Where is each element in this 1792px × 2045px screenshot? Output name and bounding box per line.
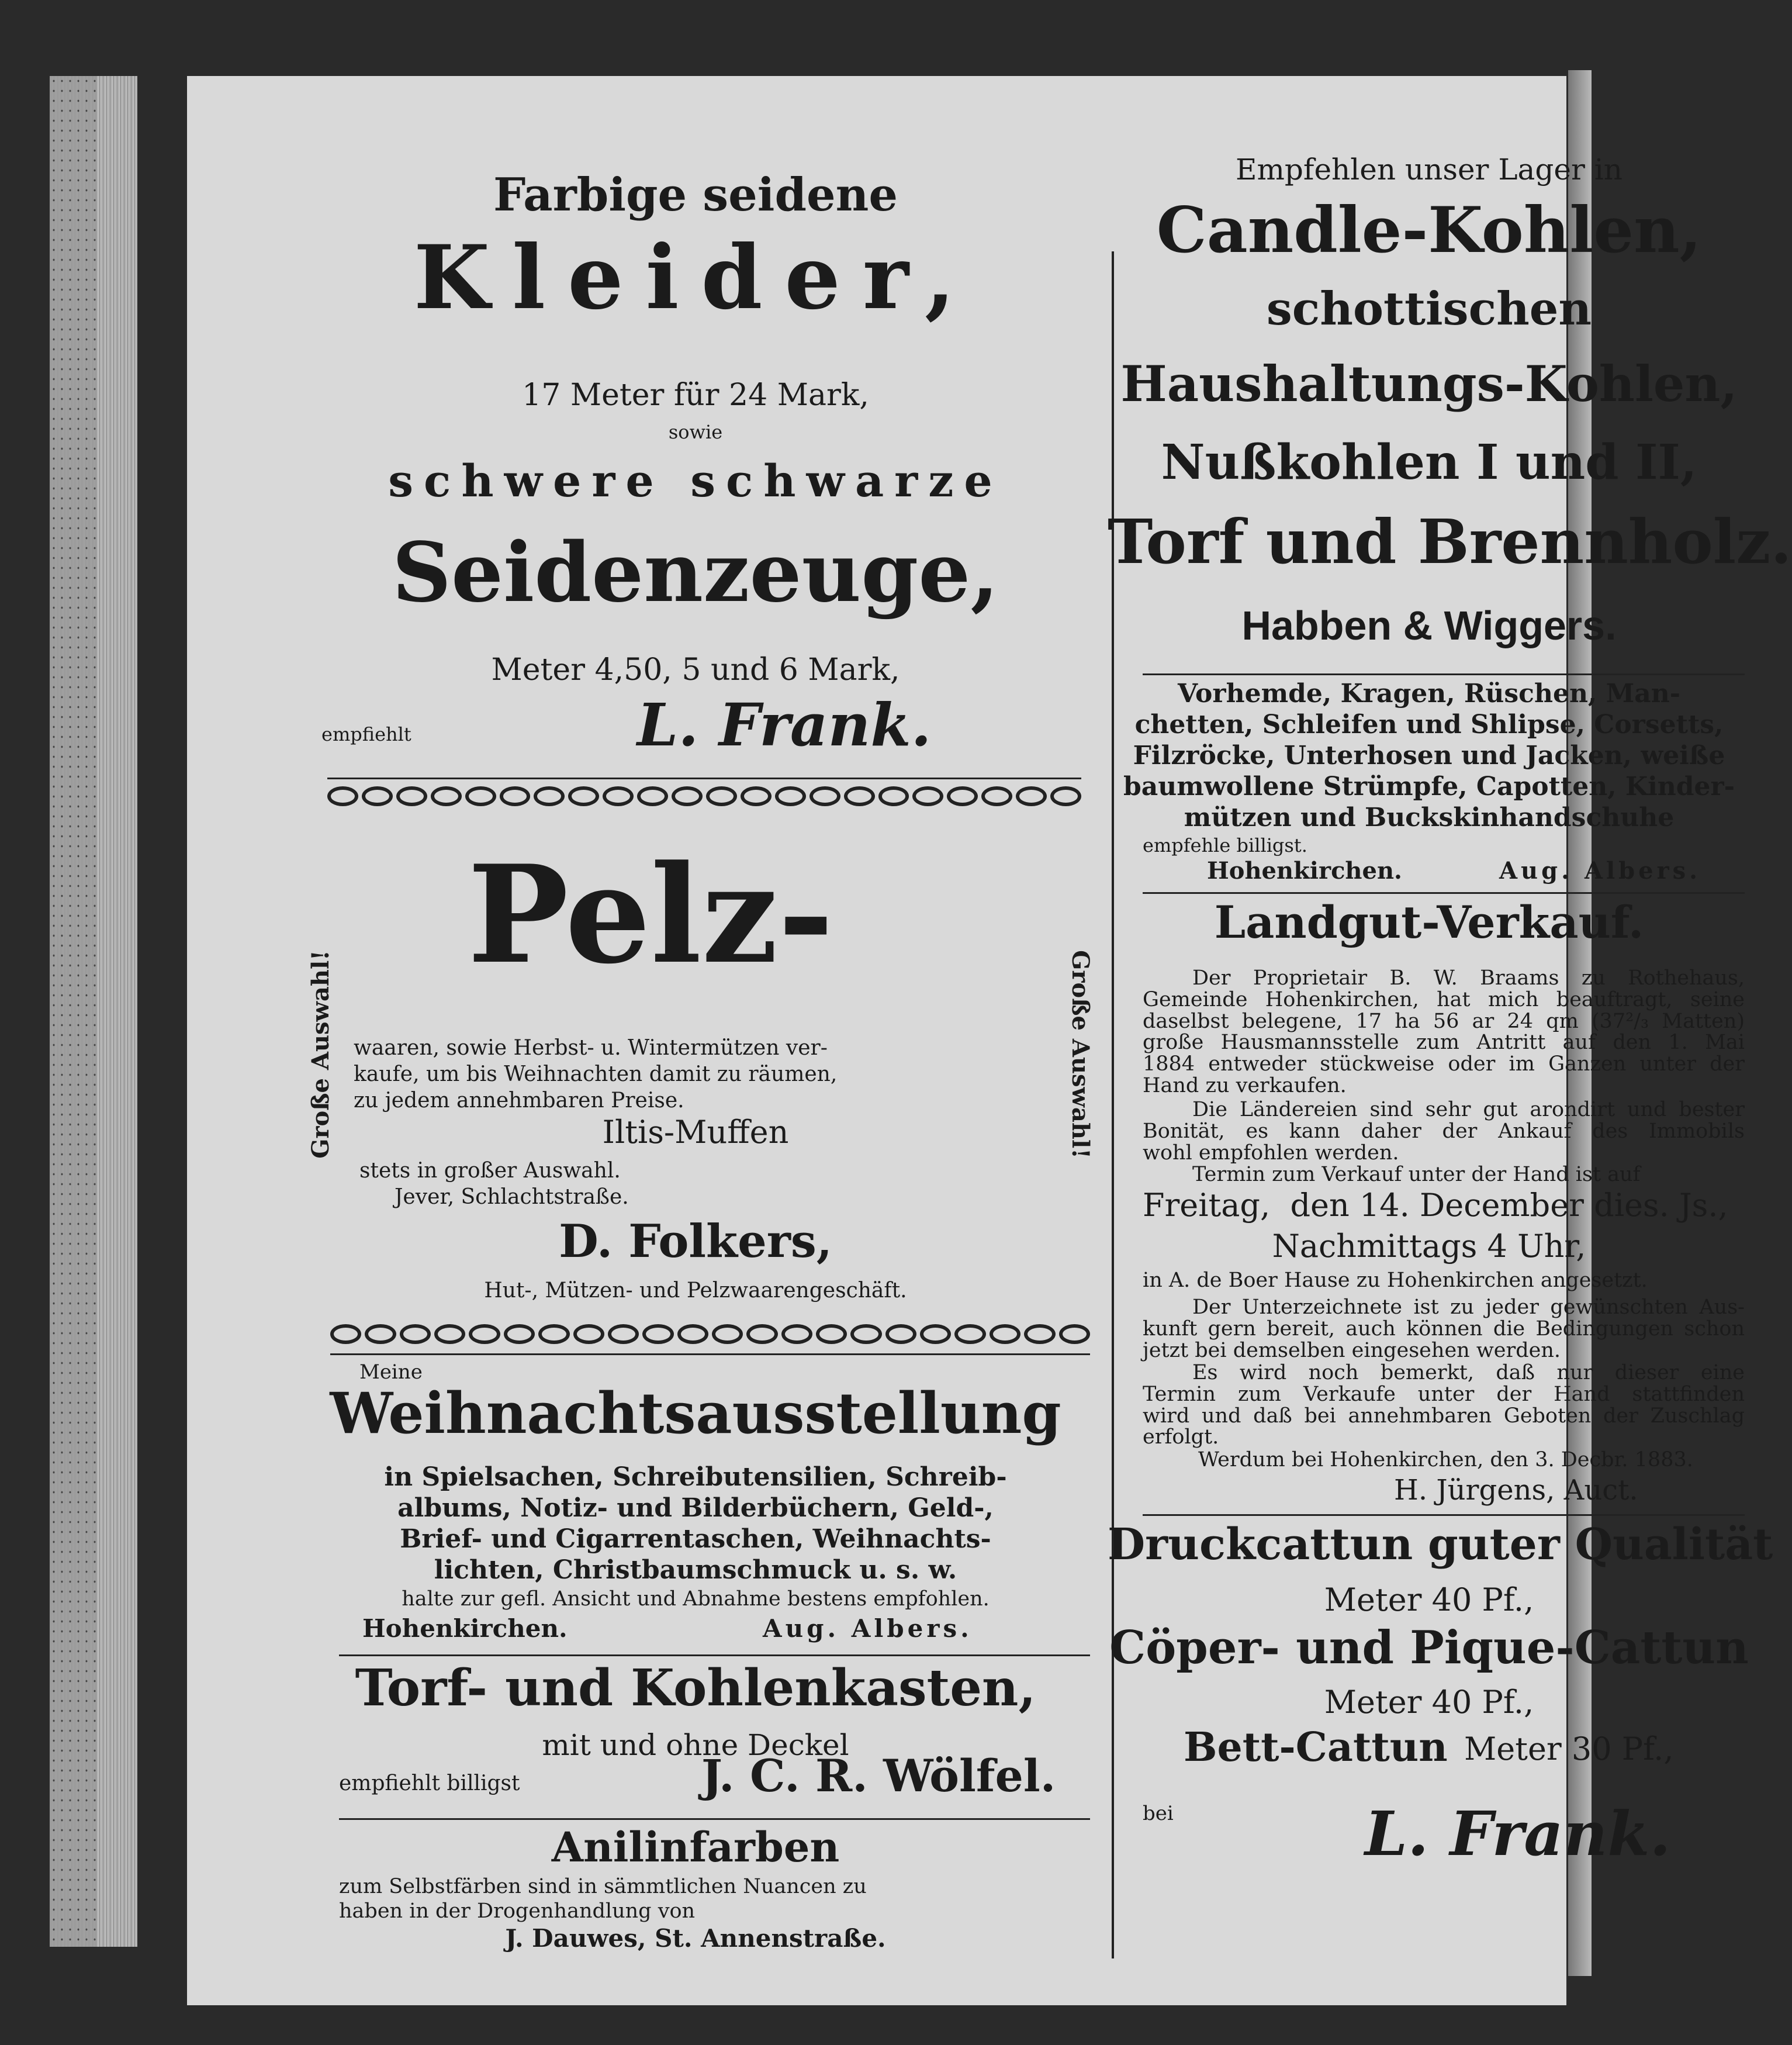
weihnacht-l2: albums, Notiz- und Bilderbüchern, Geld-, <box>397 1493 994 1523</box>
divider <box>339 1654 1090 1656</box>
kohlen-l1: Empfehlen unser Lager in <box>1236 153 1623 186</box>
weihnacht-l3: Brief- und Cigarrentaschen, Weihnachts- <box>400 1524 991 1554</box>
kohlen-l6: Torf und Brennholz. <box>1108 506 1792 578</box>
divider <box>339 1818 1090 1820</box>
landgut-title: Landgut-Verkauf. <box>1214 896 1644 948</box>
kleider-sowie: sowie <box>668 421 723 443</box>
divider <box>1143 1514 1745 1516</box>
kleider-line1: Farbige seidene <box>493 168 898 222</box>
landgut-paragraph-5: Der Unterzeichnete ist zu jeder gewünschten Aus- kunft gern bereit, auch können die Bedingungen schon jetzt bei demselben eingesehen werden. <box>1143 1296 1745 1362</box>
torf-empf: empfiehlt billigst <box>339 1771 520 1795</box>
vorhemde-l3: Filzröcke, Unterhosen und Jacken, weiße <box>1133 741 1725 771</box>
weihnacht-title: Weihnachtsausstellung <box>330 1380 1061 1446</box>
divider <box>1143 892 1745 894</box>
pelz-firm: D. Folkers, <box>559 1215 832 1268</box>
kleider-line2: schwere schwarze <box>388 455 1003 507</box>
landgut-p4: in A. de Boer Hause zu Hohenkirchen angesetzt. <box>1143 1269 1648 1292</box>
kohlen-l2: Candle-Kohlen, <box>1156 194 1702 267</box>
kleider-firm: L. Frank. <box>637 690 932 759</box>
pelz-text3: zu jedem annehmbaren Preise. <box>354 1089 684 1113</box>
kohlen-firm: Habben & Wiggers. <box>1241 603 1617 648</box>
cattun-bei: bei <box>1143 1802 1174 1825</box>
cattun-l1: Druckcattun guter Qualität <box>1108 1519 1773 1570</box>
cattun-l5a: Bett-Cattun <box>1184 1724 1448 1771</box>
divider <box>327 778 1081 779</box>
cattun-l5b: Meter 30 Pf., <box>1464 1730 1674 1767</box>
landgut-paragraph-2: Die Ländereien sind sehr gut arondirt und bester Bonität, es kann daher der Ankauf des Immobils wohl empfohlen werden. <box>1143 1098 1745 1165</box>
anilin-l1: zum Selbstfärben sind in sämmtlichen Nuancen zu <box>339 1875 867 1898</box>
ornament-chain <box>327 786 1081 810</box>
vorhemde-empf: empfehle billigst. <box>1143 834 1307 856</box>
kleider-title: Kleider, <box>413 226 978 329</box>
vorhemde-l5: mützen und Buckskinhandschuhe <box>1184 803 1675 832</box>
divider <box>330 1353 1090 1355</box>
torf-title: Torf- und Kohlenkasten, <box>355 1659 1036 1718</box>
landgut-p3: Termin zum Verkauf unter der Hand ist auf <box>1192 1163 1641 1186</box>
weihnacht-meine: Meine <box>359 1360 423 1384</box>
anilin-firm: J. Dauwes, St. Annenstraße. <box>505 1924 886 1953</box>
pelz-text1: waaren, sowie Herbst- u. Wintermützen ver- <box>354 1036 828 1060</box>
book-edge <box>50 76 137 1947</box>
weihnacht-l5: halte zur gefl. Ansicht und Abnahme bestens empfohlen. <box>402 1587 990 1611</box>
landgut-date2: Nachmittags 4 Uhr, <box>1272 1228 1586 1265</box>
vorhemde-l4: baumwollene Strümpfe, Capotten, Kinder- <box>1123 772 1735 802</box>
cattun-l3: Cöper- und Pique-Cattun <box>1109 1621 1749 1674</box>
kleider-price: 17 Meter für 24 Mark, <box>522 378 869 413</box>
landgut-date1: Freitag, den 14. December dies. Js., <box>1143 1187 1728 1224</box>
kohlen-l3: schottischen <box>1266 282 1592 336</box>
vorhemde-l1: Vorhemde, Kragen, Rüschen, Man- <box>1177 679 1681 709</box>
weihnacht-firm: Aug. Albers. <box>763 1614 973 1643</box>
pelz-text4: stets in großer Auswahl. <box>359 1159 621 1183</box>
pelz-muffen: Iltis-Muffen <box>602 1114 789 1151</box>
anilin-title: Anilinfarben <box>551 1823 840 1871</box>
torf-firm: J. C. R. Wölfel. <box>701 1750 1056 1802</box>
weihnacht-l1: in Spielsachen, Schreibutensilien, Schreib- <box>384 1462 1007 1492</box>
cattun-l2: Meter 40 Pf., <box>1324 1581 1534 1618</box>
kleider-price2: Meter 4,50, 5 und 6 Mark, <box>491 652 900 688</box>
divider <box>1143 673 1745 675</box>
landgut-paragraph-1: Der Proprietair B. W. Braams zu Rothehaus, Gemeinde Hohenkirchen, hat mich beauftragt, seine daselbst belegene, 17 ha 56 ar 24 qm (37²/₃ Matten) große Hausmannsstelle zum Antritt auf den 1. Mai 1884 entweder stückweise oder im Ganzen unter der Hand zu verkaufen. <box>1143 966 1745 1097</box>
vorhemde-place: Hohenkirchen. <box>1207 857 1402 885</box>
landgut-name: H. Jürgens, Auct. <box>1394 1474 1638 1507</box>
weihnacht-place: Hohenkirchen. <box>362 1614 568 1643</box>
landgut-paragraph-6: Es wird noch bemerkt, daß nur dieser eine Termin zum Verkaufe unter der Hand stattfinden wird und daß bei annehmbaren Geboten der Zuschlag erfolgt. <box>1143 1361 1745 1449</box>
pelz-firm-sub: Hut-, Mützen- und Pelzwaarengeschäft. <box>484 1279 907 1303</box>
pelz-side-right: Große Auswahl! <box>1066 950 1094 1159</box>
kleider-title2: Seidenzeuge, <box>392 525 999 621</box>
landgut-sign: Werdum bei Hohenkirchen, den 3. Decbr. 1883. <box>1198 1448 1693 1471</box>
newspaper-page <box>187 76 1792 2005</box>
anilin-l2: haben in der Drogenhandlung von <box>339 1899 696 1923</box>
kohlen-l5: Nußkohlen I und II, <box>1161 434 1697 490</box>
kleider-empfiehlt: empfiehlt <box>321 723 411 745</box>
pelz-title: Pelz- <box>468 836 834 994</box>
torf-sub: mit und ohne Deckel <box>542 1728 849 1762</box>
vorhemde-l2: chetten, Schleifen und Shlipse, Corsetts, <box>1134 710 1724 740</box>
kohlen-l4: Haushaltungs-Kohlen, <box>1120 355 1738 413</box>
cattun-l4: Meter 40 Pf., <box>1324 1684 1534 1721</box>
ornament-chain <box>330 1324 1090 1348</box>
vorhemde-firm: Aug. Albers. <box>1499 857 1701 885</box>
weihnacht-l4: lichten, Christbaumschmuck u. s. w. <box>434 1555 957 1585</box>
pelz-text5: Jever, Schlachtstraße. <box>395 1185 629 1209</box>
pelz-text2: kaufe, um bis Weihnachten damit zu räumen, <box>354 1062 838 1086</box>
cattun-firm: L. Frank. <box>1365 1798 1671 1870</box>
pelz-side-left: Große Auswahl! <box>306 950 334 1159</box>
